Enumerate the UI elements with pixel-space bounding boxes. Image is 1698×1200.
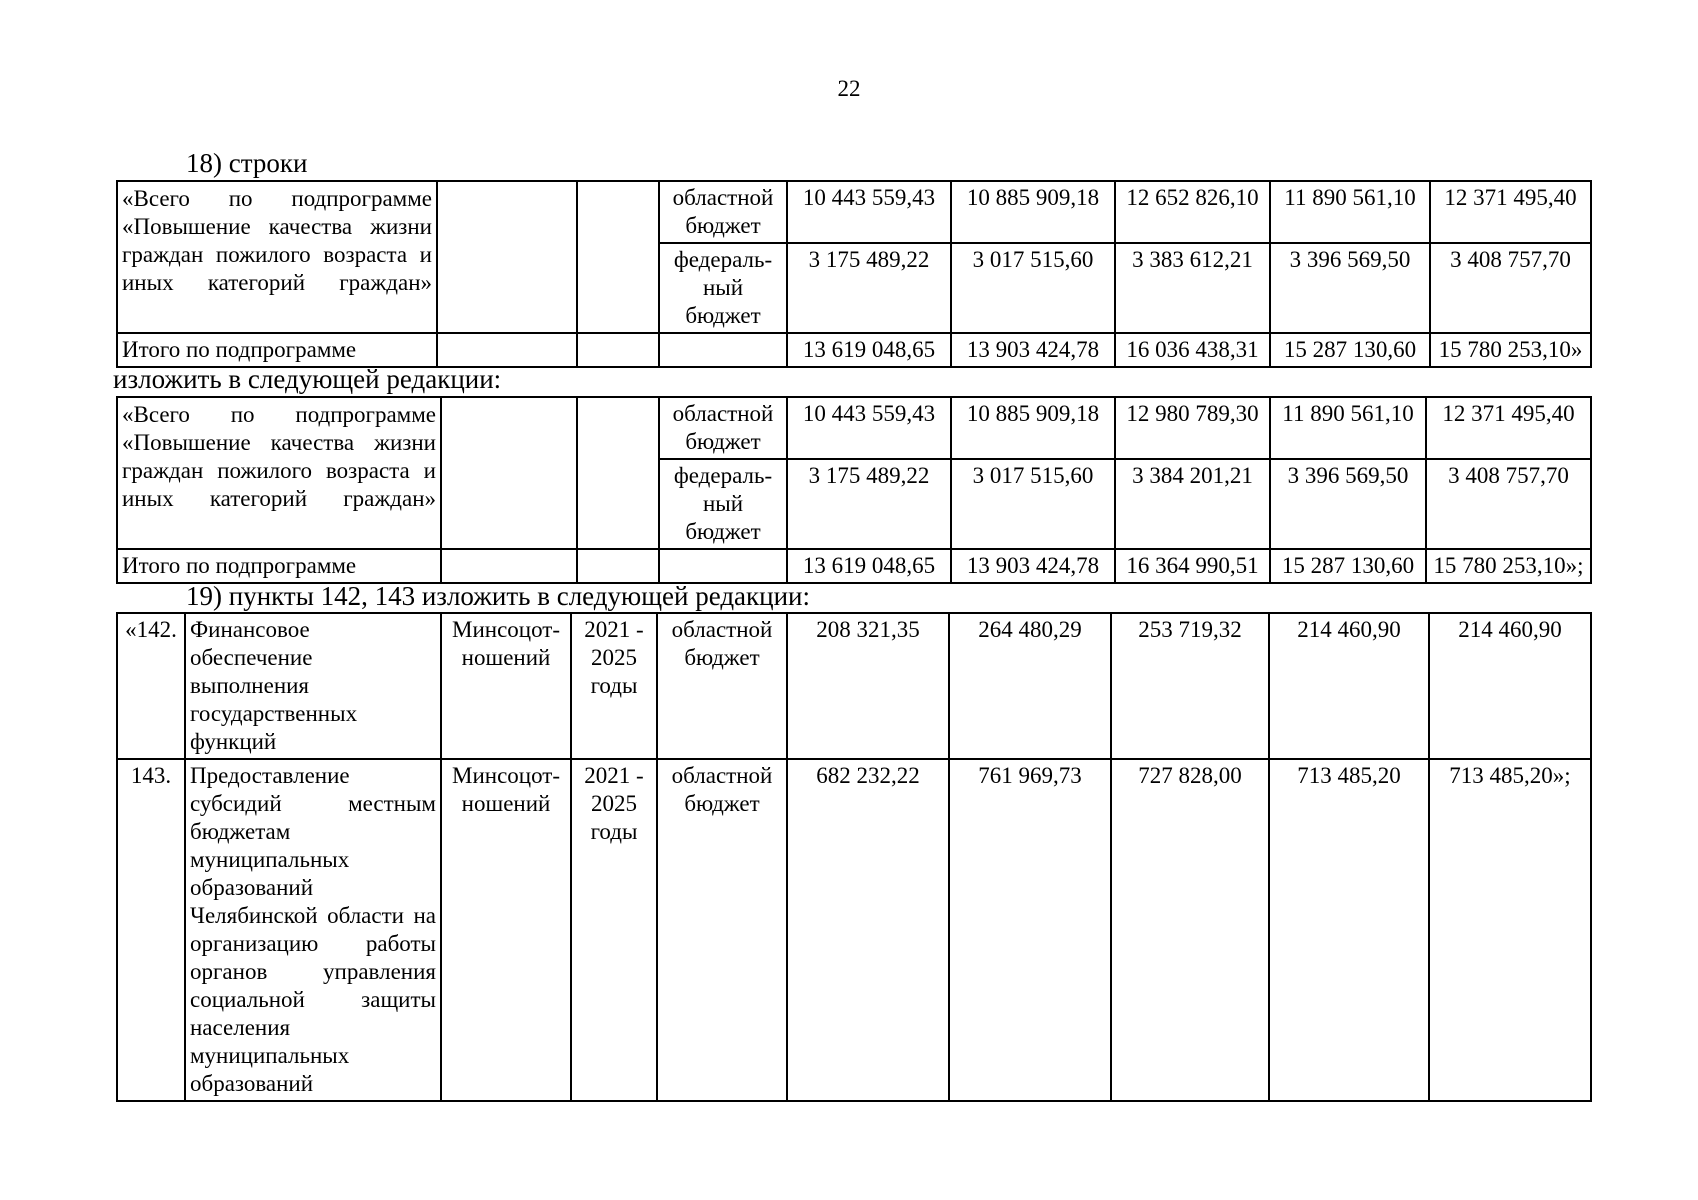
value-cell: 12 980 789,30 (1115, 397, 1270, 459)
item-executor: Минсоцот-ношений (441, 613, 571, 759)
new-rows-table (116, 396, 1592, 584)
value-cell: 264 480,29 (949, 613, 1111, 759)
section-19-heading: 19) пункты 142, 143 изложить в следующей редакции: (186, 581, 811, 611)
value-cell: 10 885 909,18 (951, 181, 1115, 243)
subprogram-total-name: «Всего по подпрограмме «Повышение качества жизни граждан пожилого возраста и иных категорий граждан» (117, 397, 441, 549)
item-name: Предоставление субсидий местным бюджетам муниципальных образований Челябинской области на организацию работы органов управления социальной защиты населения муниципальных образований (185, 759, 441, 1101)
value-cell: 12 371 495,40 (1426, 397, 1591, 459)
table-row (117, 613, 1591, 759)
total-value: 16 364 990,51 (1115, 549, 1270, 583)
empty-cell (577, 333, 659, 367)
empty-cell (659, 549, 787, 583)
value-cell: 253 719,32 (1111, 613, 1269, 759)
item-period: 2021 - 2025 годы (571, 613, 657, 759)
subprogram-total-name: «Всего по подпрограмме «Повышение качества жизни граждан пожилого возраста и иных категорий граждан» (117, 181, 437, 333)
value-cell: 682 232,22 (787, 759, 949, 1101)
value-cell: 10 443 559,43 (787, 397, 951, 459)
value-cell: 713 485,20 (1269, 759, 1429, 1101)
item-executor: Минсоцот-ношений (441, 759, 571, 1101)
replace-heading: изложить в следующей редакции: (113, 364, 502, 394)
items-table (116, 612, 1592, 1102)
empty-cell (437, 333, 577, 367)
funding-source: областной бюджет (659, 397, 787, 459)
total-value: 13 619 048,65 (787, 333, 951, 367)
value-cell: 214 460,90 (1269, 613, 1429, 759)
total-value: 15 287 130,60 (1270, 549, 1426, 583)
empty-cell (441, 397, 577, 549)
table-row (117, 333, 1591, 367)
empty-cell (659, 333, 787, 367)
total-value: 15 780 253,10»; (1426, 549, 1591, 583)
empty-cell (441, 549, 577, 583)
empty-cell (577, 181, 659, 333)
value-cell: 761 969,73 (949, 759, 1111, 1101)
funding-source: областной бюджет (659, 181, 787, 243)
total-value: 13 903 424,78 (951, 549, 1115, 583)
value-cell: 3 175 489,22 (787, 243, 951, 333)
table-row (117, 759, 1591, 1101)
value-cell: 3 408 757,70 (1426, 459, 1591, 549)
item-name: Финансовое обеспечение выполнения государственных функций (185, 613, 441, 759)
total-label: Итого по подпрограмме (117, 333, 437, 367)
value-cell: 3 383 612,21 (1115, 243, 1270, 333)
empty-cell (577, 397, 659, 549)
value-cell: 3 408 757,70 (1430, 243, 1591, 333)
total-value: 13 619 048,65 (787, 549, 951, 583)
table-row (117, 181, 1591, 243)
funding-source: федераль-ный бюджет (659, 459, 787, 549)
value-cell: 214 460,90 (1429, 613, 1591, 759)
value-cell: 713 485,20»; (1429, 759, 1591, 1101)
old-rows-table (116, 180, 1592, 368)
value-cell: 11 890 561,10 (1270, 397, 1426, 459)
funding-source: федераль-ный бюджет (659, 243, 787, 333)
page-number: 22 (837, 76, 861, 101)
table-row (117, 397, 1591, 459)
total-label: Итого по подпрограмме (117, 549, 441, 583)
table-row (117, 549, 1591, 583)
value-cell: 10 885 909,18 (951, 397, 1115, 459)
value-cell: 10 443 559,43 (787, 181, 951, 243)
empty-cell (577, 549, 659, 583)
item-number: 143. (117, 759, 185, 1101)
total-value: 13 903 424,78 (951, 333, 1115, 367)
value-cell: 3 396 569,50 (1270, 459, 1426, 549)
value-cell: 12 652 826,10 (1115, 181, 1270, 243)
value-cell: 208 321,35 (787, 613, 949, 759)
value-cell: 3 017 515,60 (951, 243, 1115, 333)
empty-cell (437, 181, 577, 333)
total-value: 15 287 130,60 (1270, 333, 1430, 367)
value-cell: 727 828,00 (1111, 759, 1269, 1101)
value-cell: 3 017 515,60 (951, 459, 1115, 549)
section-18-heading: 18) строки (186, 148, 308, 178)
item-period: 2021 - 2025 годы (571, 759, 657, 1101)
total-value: 15 780 253,10» (1430, 333, 1591, 367)
value-cell: 3 175 489,22 (787, 459, 951, 549)
item-number: «142. (117, 613, 185, 759)
funding-source: областной бюджет (657, 613, 787, 759)
value-cell: 12 371 495,40 (1430, 181, 1591, 243)
value-cell: 3 384 201,21 (1115, 459, 1270, 549)
value-cell: 3 396 569,50 (1270, 243, 1430, 333)
funding-source: областной бюджет (657, 759, 787, 1101)
total-value: 16 036 438,31 (1115, 333, 1270, 367)
value-cell: 11 890 561,10 (1270, 181, 1430, 243)
